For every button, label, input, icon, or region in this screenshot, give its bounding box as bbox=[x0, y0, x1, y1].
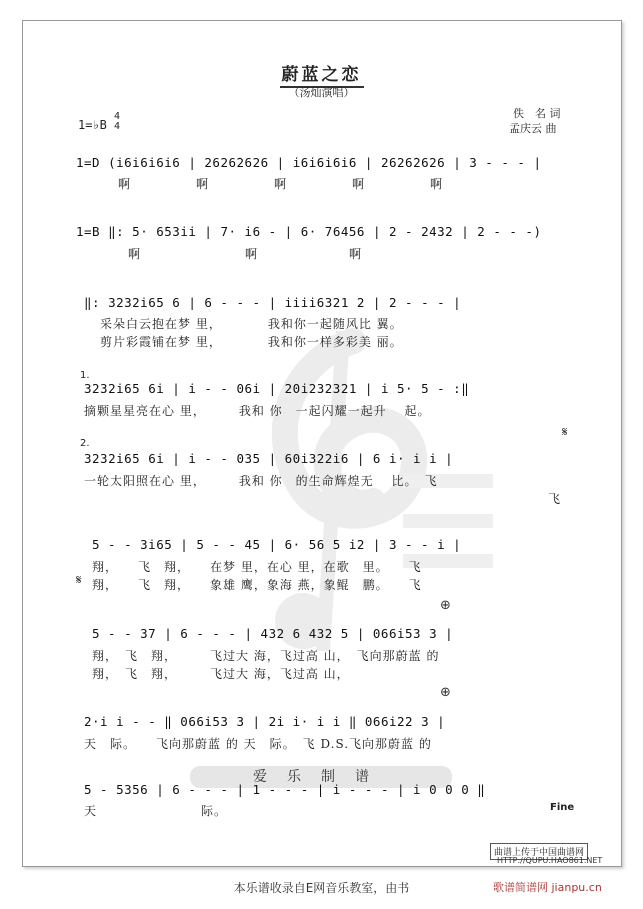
lyricist-credit: 佚 名 词 bbox=[513, 107, 561, 120]
lyric-row-9: 天 际。 bbox=[84, 804, 228, 818]
staff-row-8: 2·i i - - ‖ 066i53 3 | 2i i· i i ‖ 066i22 3 | bbox=[84, 714, 446, 729]
staff-row-4: 3232i65 6i | i - - 06i | 20i232321 | i 5· 5 - :‖ bbox=[84, 381, 470, 396]
staff-row-2: 1=B ‖: 5· 6̇53ii | 7· i6 - | 6· 76456 | 2 - 2432 | 2 - - -) bbox=[76, 224, 542, 239]
lyric-row-3-verse-2: 剪片彩霞铺在梦 里， 我和你一样多彩美 丽。 bbox=[100, 335, 403, 349]
key-signature: 1=♭B bbox=[78, 118, 107, 132]
performer-note: （汤灿演唱） bbox=[288, 86, 355, 99]
lyric-row-2: 啊 啊 啊 bbox=[128, 247, 363, 261]
coda-icon: ⊕ bbox=[440, 598, 451, 613]
upload-stamp-url: HTTP://QUPU.HAO861.NET bbox=[497, 856, 603, 865]
lyric-row-3-verse-1: 采朵白云抱在梦 里， 我和你一起随风比 翼。 bbox=[100, 317, 403, 331]
volta-1-marker: 1. bbox=[80, 370, 90, 381]
lyric-row-6-verse-1: 翔， 飞 翔， 在梦 里，在心 里，在歌 里。 飞 bbox=[92, 560, 422, 574]
lyric-row-5: 一轮太阳照在心 里， 我和 你 的生命辉煌无 比。 飞 bbox=[84, 474, 438, 488]
composer-credit: 孟庆云 曲 bbox=[509, 122, 557, 135]
arranger-banner: 爱乐制谱 bbox=[190, 766, 452, 788]
segno-icon: 𝄋 bbox=[562, 425, 568, 440]
lyric-row-8: 天 际。 飞向那蔚蓝 的 天 际。 飞 D.S.飞向那蔚蓝 的 bbox=[84, 737, 432, 751]
song-title: 蔚蓝之恋 bbox=[0, 60, 643, 85]
source-note: 本乐谱收录自E网音乐教室，由书 bbox=[233, 881, 410, 895]
staff-row-5: 3232i65 6i | i - - 035 | 60i322i6 | 6 i· i i | bbox=[84, 451, 454, 466]
staff-row-3: ‖: 3232i65 6 | 6 - - - | iiii6321 2 | 2 - - - | bbox=[84, 295, 462, 310]
staff-row-6: 5 - - 3i65 | 5 - - 45 | 6· 56 5 i2 | 3 - - i | bbox=[92, 537, 462, 552]
lyric-row-1: 啊 啊 啊 啊 啊 bbox=[118, 177, 444, 191]
staff-row-7: 5 - - 37 | 6 - - - | 432 6 432 5 | 066i53 3 | bbox=[92, 626, 454, 641]
lyric-row-7-verse-2: 翔， 飞 翔， 飞过大 海，飞过高 山， bbox=[92, 667, 350, 681]
time-signature-top: 4 bbox=[114, 111, 121, 122]
fine-mark: Fine bbox=[550, 802, 575, 813]
time-signature bbox=[114, 112, 120, 132]
lyric-row-6-verse-2: 翔， 飞 翔， 象雄 鹰，象海 燕，象鲲 鹏。 飞 bbox=[92, 578, 422, 592]
upload-stamp: 曲谱上传于中国曲谱网 bbox=[490, 843, 588, 860]
segno-icon: 𝄋 bbox=[76, 573, 82, 588]
time-signature-bottom: 4 bbox=[114, 121, 121, 132]
staff-row-9: 5 - 5356 | 6 - - - | 1 - - - | i - - - | i 0 0 0 ‖ bbox=[84, 782, 486, 797]
staff-row-1: 1=D (i6i6i6i6 | 2626̇2626 | i6i6i6i6 | 2626̇2626 | 3 - - - | bbox=[76, 155, 542, 170]
lyric-row-7-verse-1: 翔， 飞 翔， 飞过大 海，飞过高 山， 飞向那蔚蓝 的 bbox=[92, 649, 440, 663]
volta-2-marker: 2. bbox=[80, 438, 90, 449]
site-watermark: 歌谱简谱网 jianpu.cn bbox=[493, 881, 602, 894]
lyric-row-4: 摘颗星星亮在心 里， 我和 你 一起闪耀一起升 起。 bbox=[84, 404, 431, 418]
coda-icon: ⊕ bbox=[440, 685, 451, 700]
lyric-row-5-verse-2: 飞 bbox=[548, 492, 562, 506]
